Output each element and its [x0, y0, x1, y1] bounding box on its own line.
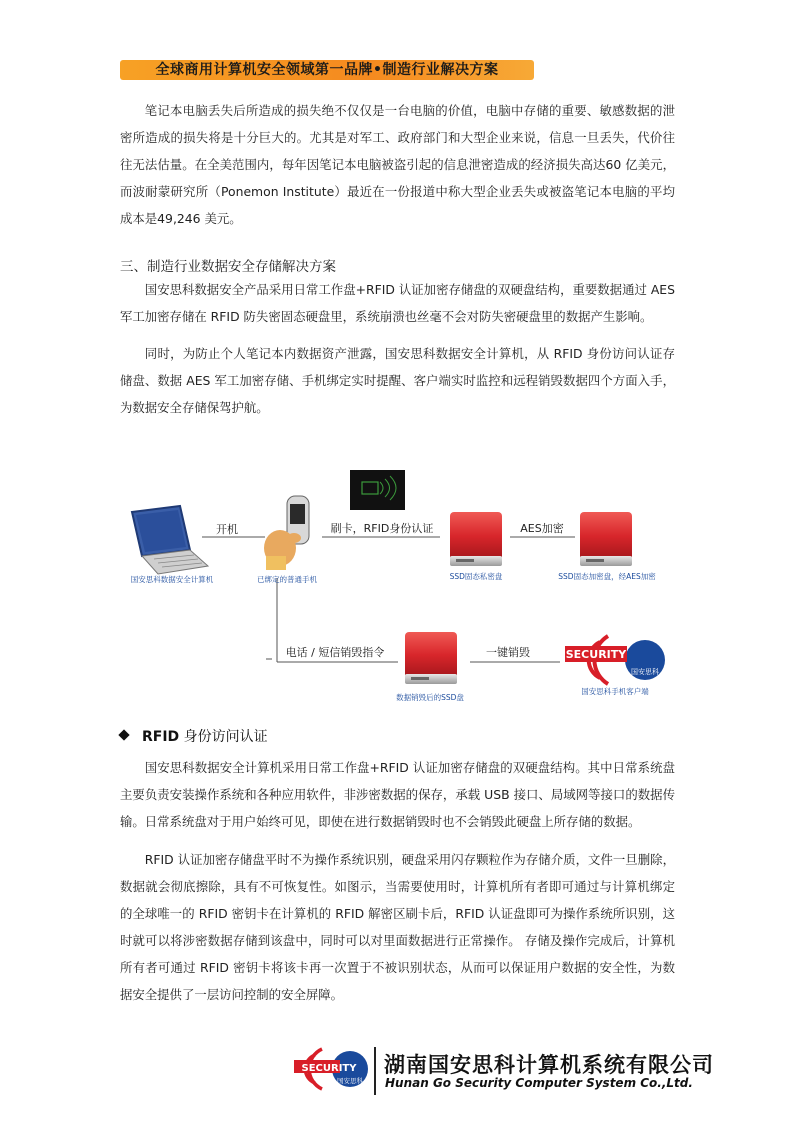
- edge-label-aes: AES加密: [520, 522, 564, 535]
- ssd-private-label: SSD固态私密盘: [449, 572, 503, 581]
- client-label: 国安思科手机客户端: [581, 687, 649, 696]
- rfid-section-title: [120, 726, 268, 746]
- edge-label-boot: 开机: [216, 523, 238, 536]
- rfid-title-bold: RFID: [142, 729, 180, 745]
- architecture-diagram: [110, 460, 690, 710]
- phone-in-hand-icon: [264, 496, 309, 570]
- edge-label-sms: 电话 / 短信销毁指令: [285, 646, 385, 659]
- rfid-paragraph-2: RFID 认证加密存储盘平时不为操作系统识别，硬盘采用闪存颗粒作为存储介质，文件一旦删除，数据就会彻底擦除，具有不可恢复性。如图示，当需要使用时，计算机所有者即可通过与计算机绑定的全球唯一的 RFID 密钥卡在计算机的 RFID 解密区刷卡后，RFID 认证盘即可为操作系统所识别，这时就可以将涉密数据存储到该盘中，同时可以对里面数据进行正常操作。 存储及操作完成后，计算机所有者可通过 RFID 密钥卡将该卡再一次置于不被识别状态，从而可以保证用户数据的安全性，为数据安全提供了一层访问控制的安全屏障。: [120, 852, 675, 1002]
- footer-logo: [292, 1045, 370, 1093]
- security-logo-icon: [565, 636, 665, 684]
- rfid-title-rest: 身份访问认证: [179, 729, 268, 745]
- phone-label: 已绑定的普通手机: [257, 575, 317, 584]
- logo-text: SECURITY: [565, 648, 627, 661]
- computer-label: 国安思科数据安全计算机: [130, 575, 214, 584]
- company-name-en: Hunan Go Security Computer System Co.,Ltd.: [385, 1076, 693, 1090]
- header-banner: [120, 60, 534, 80]
- footer-divider: [374, 1047, 376, 1095]
- footer-logo-text: SECURITY: [301, 1063, 357, 1074]
- company-name-cn: 湖南国安思科计算机系统有限公司: [384, 1053, 714, 1077]
- rfid-card-icon: [350, 470, 405, 510]
- logo-subtext: 国安思科: [631, 668, 659, 676]
- intro-paragraph: 笔记本电脑丢失后所造成的损失绝不仅仅是一台电脑的价值，电脑中存储的重要、敏感数据的泄密所造成的损失将是十分巨大的。尤其是对军工、政府部门和大型企业来说，信息一旦丢失，代价往往无法估量。在全美范围内，每年因笔记本电脑被盗引起的信息泄密造成的经济损失高达60 亿美元，而波耐蒙研究所（Ponemon Institute）最近在一份报道中称大型企业丢失或被盗笔记本电脑的平均成本是49,246 美元。: [120, 103, 675, 226]
- edge-label-rfid: 刷卡，RFID身份认证: [330, 522, 434, 535]
- footer-logo-subtext: 国安思科: [337, 1077, 363, 1085]
- section-paragraph-2: 同时，为防止个人笔记本内数据资产泄露，国安思科数据安全计算机，从 RFID 身份访问认证存储盘、数据 AES 军工加密存储、手机绑定实时提醒、客户端实时监控和远程销毁数据四个方面入手，为数据安全存储保驾护航。: [120, 346, 675, 415]
- ssd-encrypted-disk-icon: [580, 512, 632, 566]
- ssd-destroyed-label: 数据销毁后的SSD盘: [396, 693, 464, 702]
- ssd-private-disk-icon: [450, 512, 502, 566]
- edge-label-destroy: 一键销毁: [486, 646, 530, 659]
- section-paragraph-1: 国安思科数据安全产品采用日常工作盘+RFID 认证加密存储盘的双硬盘结构，重要数据通过 AES 军工加密存储在 RFID 防失密固态硬盘里，系统崩溃也丝毫不会对防失密硬盘里的数据产生影响。: [120, 282, 675, 324]
- rfid-paragraph-1: 国安思科数据安全计算机采用日常工作盘+RFID 认证加密存储盘的双硬盘结构。其中日常系统盘主要负责安装操作系统和各种应用软件，非涉密数据的保存，承载 USB 接口、局域网等接口的数据传输。日常系统盘对于用户始终可见，即使在进行数据销毁时也不会销毁此硬盘上所存储的数据。: [120, 760, 675, 829]
- section-title: 三、制造行业数据安全存储解决方案: [120, 259, 336, 275]
- laptop-icon: [132, 506, 208, 574]
- ssd-encrypted-label: SSD固态加密盘，经AES加密: [558, 572, 656, 581]
- header-banner-text: 全球商用计算机安全领域第一品牌•制造行业解决方案: [155, 62, 499, 78]
- diamond-bullet-icon: [118, 729, 129, 740]
- ssd-destroyed-disk-icon: [405, 632, 457, 684]
